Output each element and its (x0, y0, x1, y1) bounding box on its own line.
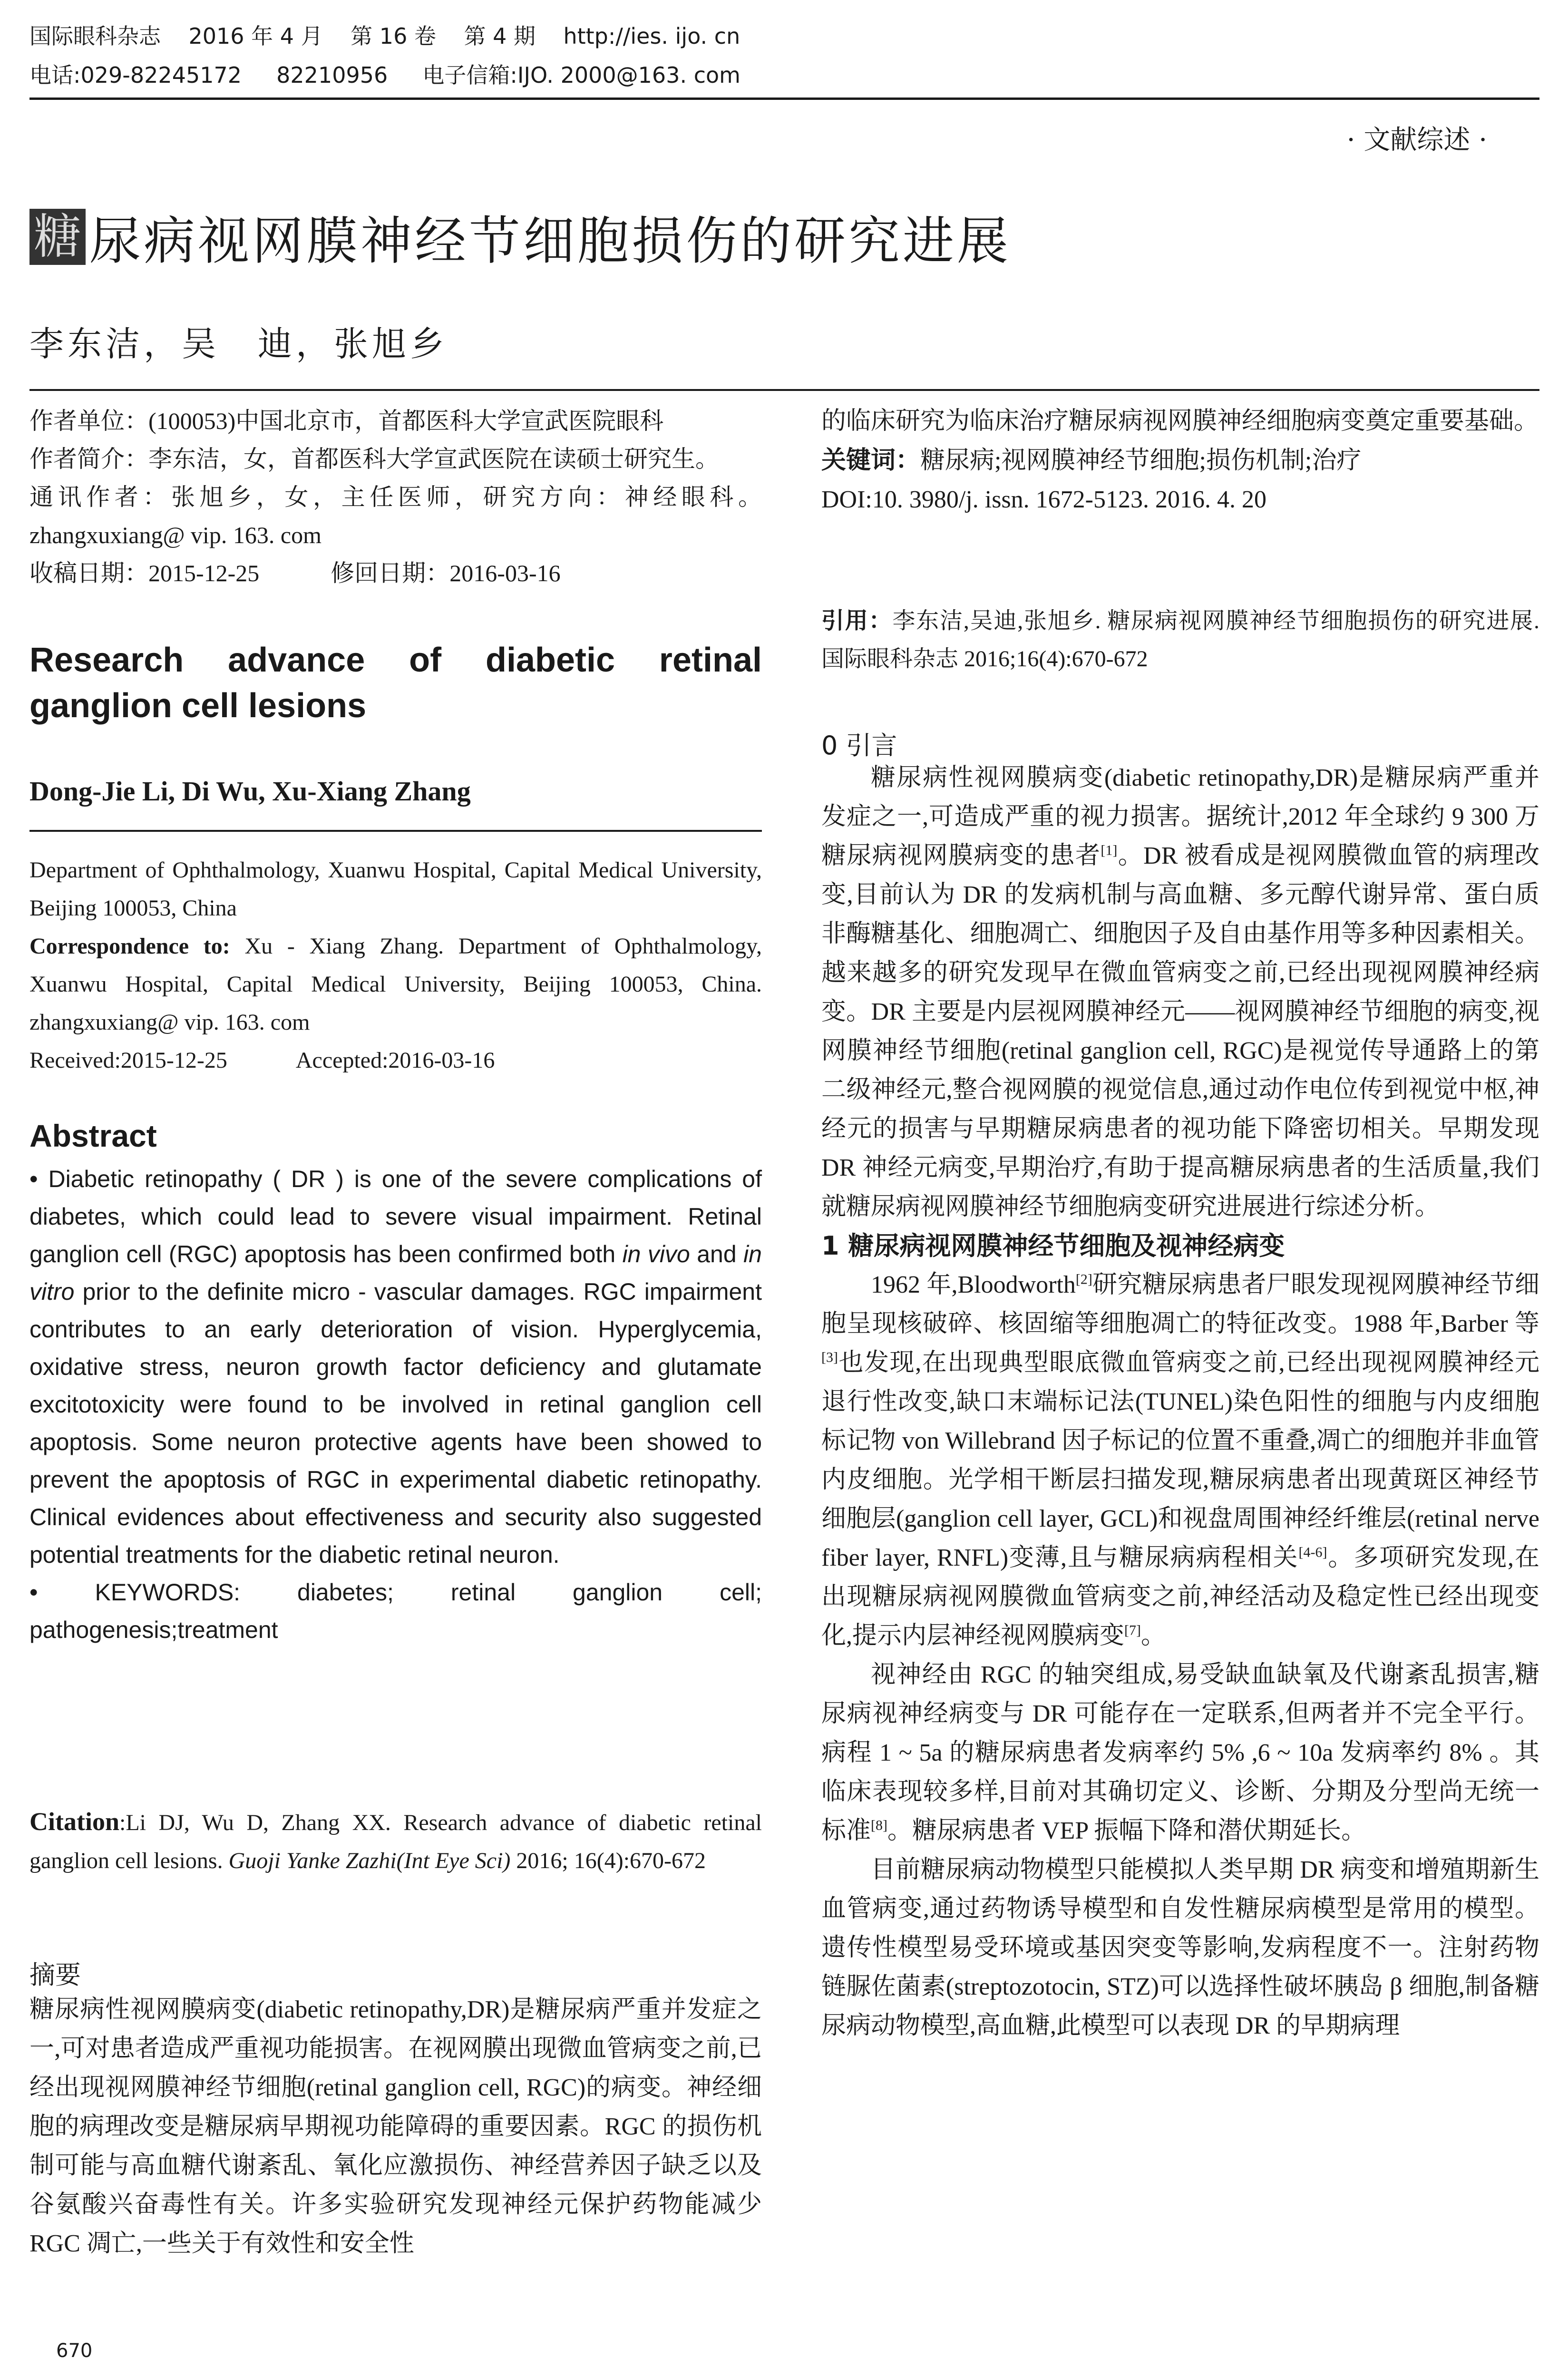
author-info-block (29, 402, 762, 592)
title-rule (29, 389, 1539, 391)
intro-heading: 0 引言 (821, 731, 897, 760)
journal-header-line1: 国际眼科杂志 2016 年 4 月 第 16 卷 第 4 期 http://ies. ijo. cn (29, 23, 740, 49)
abstract-paragraph: • Diabetic retinopathy ( DR ) is one of the severe complications of diabetes, which could lead to severe visual impairment. Retinal ganglion cell (RGC) apoptosis has been confirmed both in vivo and in vitro prior to the definite micro - vascular damages. RGC impairment contributes to an early deterioration of vision. Hyperglycemia, oxidative stress, neuron growth factor deficiency and glutamate excitotoxicity were found to be involved in retinal ganglion cell apoptosis. Some neuron protective agents have been showed to prevent the apoptosis of RGC in experimental diabetic retinopathy. Clinical evidences about effectiveness and security also suggested potential treatments for the diabetic retinal neuron. (29, 1166, 762, 1568)
corresponding-author: 通讯作者：张旭乡，女，主任医师，研究方向：神经眼科。zhangxuxiang@ vip. 163. com (29, 484, 762, 548)
author-bio: 作者简介：李东洁，女，首都医科大学宣武医院在读硕士研究生。 (29, 446, 719, 472)
english-authors: Dong-Jie Li, Di Wu, Xu-Xiang Zhang (29, 776, 471, 807)
page-number: 670 (56, 2340, 93, 2362)
chinese-keywords: 关键词：糖尿病;视网膜神经节细胞;损伤机制;治疗 (821, 446, 1362, 475)
correspondence-label: Correspondence to: (29, 934, 230, 959)
citation-english: Citation:Li DJ, Wu D, Zhang XX. Research advance of diabetic retinal ganglion cell lesions. Guoji Yanke Zazhi(Int Eye Sci) 2016; 16(4):670-672 (29, 1807, 762, 1873)
section-tag: · 文献综述 · (1346, 125, 1487, 156)
english-correspondence (29, 927, 762, 1042)
abstract-heading: Abstract (29, 1118, 157, 1153)
chinese-citation: 引用：李东洁,吴迪,张旭乡. 糖尿病视网膜神经节细胞损伤的研究进展. 国际眼科杂志 2016;16(4):670-672 (821, 607, 1539, 672)
header-rule (29, 97, 1539, 100)
title-text: 尿病视网膜神经节细胞损伤的研究进展 (89, 212, 1012, 271)
authors-chinese: 李东洁，吴 迪，张旭乡 (29, 324, 448, 364)
abstract-text (29, 1160, 762, 1649)
intro-paragraph: 糖尿病性视网膜病变(diabetic retinopathy,DR)是糖尿病严重并发症之一,可造成严重的视力损害。据统计,2012 年全球约 9 300 万糖尿病视网膜病变的患者[1]。DR 被看成是视网膜微血管的病理改变,目前认为 DR 的发病机制与高血糖、多元醇代谢异常、蛋白质非酶糖基化、细胞凋亡、细胞因子及自由基作用等多种因素相关。越来越多的研究发现早在微血管病变之前,已经出现视网膜神经病变。DR 主要是内层视网膜神经元——视网膜神经节细胞的病变,视网膜神经节细胞(retinal ganglion cell, RGC)是视觉传导通路上的第二级神经元,整合视网膜的视觉信息,通过动作电位传到视觉中枢,神经元的损害与早期糖尿病患者的视功能下降密切相关。早期发现 DR 神经元病变,早期治疗,有助于提高糖尿病患者的生活质量,我们就糖尿病视网膜神经节细胞病变研究进展进行综述分析。 (821, 764, 1539, 1220)
section1-heading: 1 糖尿病视网膜神经节细胞及视神经病变 (821, 1231, 1285, 1261)
abstract-keywords: • KEYWORDS: diabetes; retinal ganglion cell; pathogenesis;treatment (29, 1579, 762, 1643)
english-affiliation-block (29, 851, 762, 1080)
section1-paragraph1: 1962 年,Bloodworth[2]研究糖尿病患者尸眼发现视网膜神经节细胞呈现核破碎、核固缩等细胞凋亡的特征改变。1988 年,Barber 等[3]也发现,在出现典型眼底微血管病变之前,已经出现视网膜神经元退行性改变,缺口末端标记法(TUNEL)染色阳性的细胞与内皮细胞标记物 von Willebrand 因子标记的位置不重叠,凋亡的细胞并非血管内皮细胞。光学相干断层扫描发现,糖尿病患者出现黄斑区神经节细胞层(ganglion cell layer, GCL)和视盘周围神经纤维层(retinal nerve fiber layer, RNFL)变薄,且与糖尿病病程相关[4-6]。多项研究发现,在出现糖尿病视网膜微血管病变之前,神经活动及稳定性已经出现变化,提示内层神经视网膜病变[7]。 (821, 1271, 1539, 1649)
section1-paragraph2: 视神经由 RGC 的轴突组成,易受缺血缺氧及代谢紊乱损害,糖尿病视神经病变与 DR 可能存在一定联系,但两者并不完全平行。病程 1 ~ 5a 的糖尿病患者发病率约 5% ,6 ~ 10a 发病率约 8% 。其临床表现较多样,目前对其确切定义、诊断、分期及分型尚无统一标准[8]。糖尿病患者 VEP 振幅下降和潜伏期延长。 (821, 1661, 1539, 1844)
article-title (29, 200, 1011, 273)
journal-header-line2: 电话:029-82245172 82210956 电子信箱:IJO. 2000@163. com (29, 62, 740, 88)
doi: DOI:10. 3980/j. issn. 1672-5123. 2016. 4. 20 (821, 486, 1266, 513)
body-text (821, 759, 1539, 2046)
english-title: Research advance of diabetic retinal ganglion cell lesions (29, 641, 762, 725)
english-dates: Received:2015-12-25 Accepted:2016-03-16 (29, 1048, 495, 1073)
right-top-block (821, 402, 1539, 519)
correspondence-text: Xu - Xiang Zhang. Department of Ophthalmology, Xuanwu Hospital, Capital Medical University, Beijing 100053, China. zhangxuxiang@ vip. 163. com (29, 934, 762, 1035)
zhaiyao-continuation: 的临床研究为临床治疗糖尿病视网膜神经细胞病变奠定重要基础。 (821, 408, 1539, 435)
zhaiyao-text: 糖尿病性视网膜病变(diabetic retinopathy,DR)是糖尿病严重并发症之一,可对患者造成严重视功能损害。在视网膜出现微血管病变之前,已经出现视网膜神经节细胞(retinal ganglion cell, RGC)的病变。神经细胞的病理改变是糖尿病早期视功能障碍的重要因素。RGC 的损伤机制可能与高血糖代谢紊乱、氧化应激损伤、神经营养因子缺乏以及谷氨酸兴奋毒性有关。许多实验研究发现神经元保护药物能减少 RGC 凋亡,一些关于有效性和安全性 (29, 1996, 762, 2257)
section1-paragraph3: 目前糖尿病动物模型只能模拟人类早期 DR 病变和增殖期新生血管病变,通过药物诱导模型和自发性糖尿病模型是常用的模型。遗传性模型易受环境或基因突变等影响,发病程度不一。注射药物链脲佐菌素(streptozotocin, STZ)可以选择性破坏胰岛 β 细胞,制备糖尿病动物模型,高血糖,此模型可以表现 DR 的早期病理 (821, 1856, 1539, 2039)
received-dates: 收稿日期：2015-12-25 修回日期：2016-03-16 (29, 560, 561, 586)
author-affiliation: 作者单位：(100053)中国北京市，首都医科大学宣武医院眼科 (29, 408, 664, 434)
english-affiliation: Department of Ophthalmology, Xuanwu Hospital, Capital Medical University, Beijing 100053, China (29, 857, 762, 921)
title-first-char: 糖 (29, 209, 86, 265)
english-authors-rule (29, 830, 762, 832)
citation-label: Citation (29, 1807, 119, 1836)
zhaiyao-heading: 摘要 (29, 1960, 81, 1990)
